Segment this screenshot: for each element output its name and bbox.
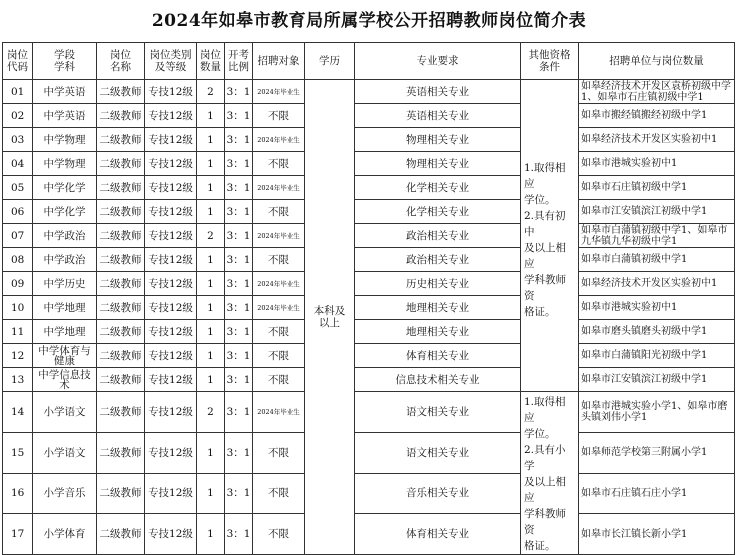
cell-level: 专技12级 bbox=[145, 392, 197, 433]
cell-code: 01 bbox=[3, 80, 33, 104]
cell-level: 专技12级 bbox=[145, 296, 197, 320]
cell-level: 专技12级 bbox=[145, 104, 197, 128]
cell-subject: 中学地理 bbox=[33, 296, 97, 320]
cell-count: 1 bbox=[197, 432, 225, 473]
header-count: 岗位 数量 bbox=[197, 43, 225, 80]
cell-name: 二级教师 bbox=[97, 514, 145, 555]
cell-subject: 中学地理 bbox=[33, 320, 97, 344]
header-level: 岗位类别 及等级 bbox=[145, 43, 197, 80]
cell-target: 2024年毕业生 bbox=[253, 128, 305, 152]
cell-level: 专技12级 bbox=[145, 320, 197, 344]
cell-count: 1 bbox=[197, 368, 225, 392]
cell-conditions-primary: 1.取得相应 学位。 2.具有小学 及以上相应 学科教师资 格证。 bbox=[521, 392, 579, 555]
cell-units: 如皋市港城实验初中1 bbox=[579, 152, 735, 176]
table-row bbox=[3, 344, 735, 368]
header-ratio: 开考 比例 bbox=[225, 43, 253, 80]
cell-ratio: 3：1 bbox=[225, 200, 253, 224]
cell-subject: 中学化学 bbox=[33, 176, 97, 200]
header-other: 其他资格 条件 bbox=[521, 43, 579, 80]
cell-ratio: 3：1 bbox=[225, 224, 253, 248]
table-row bbox=[3, 176, 735, 200]
cell-level: 专技12级 bbox=[145, 272, 197, 296]
cell-code: 11 bbox=[3, 320, 33, 344]
table-row bbox=[3, 152, 735, 176]
header-edu: 学历 bbox=[305, 43, 355, 80]
cell-name: 二级教师 bbox=[97, 152, 145, 176]
cell-major: 英语相关专业 bbox=[355, 104, 521, 128]
cell-education: 本科及 以上 bbox=[305, 80, 355, 555]
cell-units: 如皋市石庄镇初级中学1 bbox=[579, 176, 735, 200]
cell-subject: 中学政治 bbox=[33, 224, 97, 248]
cell-target: 不限 bbox=[253, 473, 305, 514]
cell-name: 二级教师 bbox=[97, 432, 145, 473]
cell-name: 二级教师 bbox=[97, 272, 145, 296]
cell-ratio: 3：1 bbox=[225, 344, 253, 368]
cell-units: 如皋市搬经镇搬经初级中学1 bbox=[579, 104, 735, 128]
cell-name: 二级教师 bbox=[97, 368, 145, 392]
cell-name: 二级教师 bbox=[97, 200, 145, 224]
cell-code: 06 bbox=[3, 200, 33, 224]
cell-name: 二级教师 bbox=[97, 104, 145, 128]
cell-units: 如皋市白蒲镇初级中学1、如皋市九华镇九华初级中学1 bbox=[579, 224, 735, 248]
cell-code: 14 bbox=[3, 392, 33, 433]
cell-target: 不限 bbox=[253, 432, 305, 473]
cell-count: 1 bbox=[197, 473, 225, 514]
cell-major: 音乐相关专业 bbox=[355, 473, 521, 514]
table-row bbox=[3, 432, 735, 473]
cell-major: 语文相关专业 bbox=[355, 432, 521, 473]
cell-level: 专技12级 bbox=[145, 344, 197, 368]
header-name: 岗位 名称 bbox=[97, 43, 145, 80]
header-row bbox=[3, 43, 735, 80]
cell-major: 化学相关专业 bbox=[355, 200, 521, 224]
cell-ratio: 3：1 bbox=[225, 296, 253, 320]
cell-level: 专技12级 bbox=[145, 514, 197, 555]
cell-major: 物理相关专业 bbox=[355, 128, 521, 152]
header-units: 招聘单位与岗位数量 bbox=[579, 43, 735, 80]
cell-major: 历史相关专业 bbox=[355, 272, 521, 296]
cell-subject: 中学政治 bbox=[33, 248, 97, 272]
cell-code: 07 bbox=[3, 224, 33, 248]
cell-subject: 中学物理 bbox=[33, 152, 97, 176]
cell-major: 化学相关专业 bbox=[355, 176, 521, 200]
cell-count: 2 bbox=[197, 392, 225, 433]
cell-target: 2024年毕业生 bbox=[253, 392, 305, 433]
cell-count: 1 bbox=[197, 104, 225, 128]
cell-level: 专技12级 bbox=[145, 200, 197, 224]
cell-target: 不限 bbox=[253, 200, 305, 224]
cell-target: 不限 bbox=[253, 368, 305, 392]
cell-subject: 中学历史 bbox=[33, 272, 97, 296]
table-row bbox=[3, 80, 735, 104]
cell-subject: 中学信息技术 bbox=[33, 368, 97, 392]
header-major: 专业要求 bbox=[355, 43, 521, 80]
cell-count: 1 bbox=[197, 272, 225, 296]
cell-target: 不限 bbox=[253, 320, 305, 344]
table-row bbox=[3, 392, 735, 433]
cell-level: 专技12级 bbox=[145, 80, 197, 104]
header-target: 招聘对象 bbox=[253, 43, 305, 80]
cell-units: 如皋经济技术开发区袁桥初级中学1、如皋市石庄镇初级中学1 bbox=[579, 80, 735, 104]
cell-level: 专技12级 bbox=[145, 176, 197, 200]
cell-level: 专技12级 bbox=[145, 368, 197, 392]
cell-major: 体育相关专业 bbox=[355, 514, 521, 555]
cell-ratio: 3：1 bbox=[225, 248, 253, 272]
table-row bbox=[3, 296, 735, 320]
cell-subject: 小学音乐 bbox=[33, 473, 97, 514]
cell-name: 二级教师 bbox=[97, 344, 145, 368]
cell-units: 如皋经济技术开发区实验初中1 bbox=[579, 272, 735, 296]
cell-ratio: 3：1 bbox=[225, 176, 253, 200]
cell-level: 专技12级 bbox=[145, 128, 197, 152]
cell-target: 2024年毕业生 bbox=[253, 224, 305, 248]
cell-count: 1 bbox=[197, 514, 225, 555]
cell-name: 二级教师 bbox=[97, 392, 145, 433]
cell-ratio: 3：1 bbox=[225, 368, 253, 392]
cell-major: 物理相关专业 bbox=[355, 152, 521, 176]
cell-units: 如皋经济技术开发区实验初中1 bbox=[579, 128, 735, 152]
header-subject: 学段 学科 bbox=[33, 43, 97, 80]
cell-code: 08 bbox=[3, 248, 33, 272]
cell-count: 1 bbox=[197, 128, 225, 152]
table-row bbox=[3, 128, 735, 152]
cell-subject: 中学英语 bbox=[33, 80, 97, 104]
cell-code: 02 bbox=[3, 104, 33, 128]
table-row bbox=[3, 248, 735, 272]
cell-name: 二级教师 bbox=[97, 176, 145, 200]
cell-target: 2024年毕业生 bbox=[253, 296, 305, 320]
table-row bbox=[3, 514, 735, 555]
cell-target: 2024年毕业生 bbox=[253, 272, 305, 296]
cell-target: 2024年毕业生 bbox=[253, 80, 305, 104]
cell-target: 不限 bbox=[253, 104, 305, 128]
cell-subject: 小学语文 bbox=[33, 392, 97, 433]
cell-name: 二级教师 bbox=[97, 473, 145, 514]
cell-units: 如皋市江安镇滨江初级中学1 bbox=[579, 368, 735, 392]
cell-ratio: 3：1 bbox=[225, 320, 253, 344]
table-row bbox=[3, 368, 735, 392]
cell-level: 专技12级 bbox=[145, 152, 197, 176]
cell-code: 15 bbox=[3, 432, 33, 473]
cell-major: 政治相关专业 bbox=[355, 248, 521, 272]
cell-count: 1 bbox=[197, 344, 225, 368]
cell-units: 如皋师范学校第三附属小学1 bbox=[579, 432, 735, 473]
header-code: 岗位 代码 bbox=[3, 43, 33, 80]
cell-ratio: 3：1 bbox=[225, 392, 253, 433]
cell-code: 09 bbox=[3, 272, 33, 296]
cell-ratio: 3：1 bbox=[225, 128, 253, 152]
cell-target: 2024年毕业生 bbox=[253, 176, 305, 200]
cell-name: 二级教师 bbox=[97, 80, 145, 104]
cell-level: 专技12级 bbox=[145, 432, 197, 473]
cell-name: 二级教师 bbox=[97, 320, 145, 344]
cell-level: 专技12级 bbox=[145, 224, 197, 248]
cell-major: 体育相关专业 bbox=[355, 344, 521, 368]
cell-units: 如皋市港城实验初中1 bbox=[579, 296, 735, 320]
cell-ratio: 3：1 bbox=[225, 104, 253, 128]
cell-conditions-middle: 1.取得相应 学位。 2.具有初中 及以上相应 学科教师资 格证。 bbox=[521, 80, 579, 392]
cell-count: 1 bbox=[197, 200, 225, 224]
cell-subject: 中学体育与健康 bbox=[33, 344, 97, 368]
cell-count: 2 bbox=[197, 224, 225, 248]
cell-ratio: 3：1 bbox=[225, 272, 253, 296]
page-title: 2024年如皋市教育局所属学校公开招聘教师岗位简介表 bbox=[151, 11, 587, 31]
cell-level: 专技12级 bbox=[145, 248, 197, 272]
cell-subject: 中学物理 bbox=[33, 128, 97, 152]
cell-name: 二级教师 bbox=[97, 128, 145, 152]
cell-ratio: 3：1 bbox=[225, 152, 253, 176]
cell-major: 英语相关专业 bbox=[355, 80, 521, 104]
cell-target: 不限 bbox=[253, 152, 305, 176]
cell-units: 如皋市白蒲镇初级中学1 bbox=[579, 248, 735, 272]
cell-subject: 小学语文 bbox=[33, 432, 97, 473]
cell-count: 1 bbox=[197, 296, 225, 320]
table-row bbox=[3, 224, 735, 248]
cell-count: 1 bbox=[197, 248, 225, 272]
cell-count: 1 bbox=[197, 152, 225, 176]
cell-ratio: 3：1 bbox=[225, 432, 253, 473]
cell-code: 13 bbox=[3, 368, 33, 392]
cell-units: 如皋市白蒲镇阳光初级中学1 bbox=[579, 344, 735, 368]
cell-units: 如皋市江安镇滨江初级中学1 bbox=[579, 200, 735, 224]
cell-name: 二级教师 bbox=[97, 248, 145, 272]
cell-ratio: 3：1 bbox=[225, 80, 253, 104]
cell-target: 不限 bbox=[253, 344, 305, 368]
cell-major: 语文相关专业 bbox=[355, 392, 521, 433]
cell-target: 不限 bbox=[253, 514, 305, 555]
cell-major: 信息技术相关专业 bbox=[355, 368, 521, 392]
cell-major: 地理相关专业 bbox=[355, 296, 521, 320]
cell-count: 1 bbox=[197, 320, 225, 344]
table-row bbox=[3, 272, 735, 296]
table-row bbox=[3, 104, 735, 128]
cell-units: 如皋市石庄镇石庄小学1 bbox=[579, 473, 735, 514]
cell-count: 2 bbox=[197, 80, 225, 104]
cell-code: 12 bbox=[3, 344, 33, 368]
cell-name: 二级教师 bbox=[97, 296, 145, 320]
cell-subject: 中学英语 bbox=[33, 104, 97, 128]
cell-subject: 小学体育 bbox=[33, 514, 97, 555]
cell-level: 专技12级 bbox=[145, 473, 197, 514]
cell-code: 04 bbox=[3, 152, 33, 176]
cell-code: 03 bbox=[3, 128, 33, 152]
cell-units: 如皋市长江镇长新小学1 bbox=[579, 514, 735, 555]
cell-code: 17 bbox=[3, 514, 33, 555]
cell-code: 05 bbox=[3, 176, 33, 200]
table-row bbox=[3, 200, 735, 224]
cell-units: 如皋市磨头镇磨头初级中学1 bbox=[579, 320, 735, 344]
table-row bbox=[3, 473, 735, 514]
cell-major: 政治相关专业 bbox=[355, 224, 521, 248]
cell-ratio: 3：1 bbox=[225, 514, 253, 555]
cell-name: 二级教师 bbox=[97, 224, 145, 248]
cell-major: 地理相关专业 bbox=[355, 320, 521, 344]
cell-ratio: 3：1 bbox=[225, 473, 253, 514]
cell-subject: 中学化学 bbox=[33, 200, 97, 224]
cell-target: 不限 bbox=[253, 248, 305, 272]
table-row bbox=[3, 320, 735, 344]
cell-code: 16 bbox=[3, 473, 33, 514]
cell-code: 10 bbox=[3, 296, 33, 320]
cell-count: 1 bbox=[197, 176, 225, 200]
recruitment-table bbox=[2, 42, 735, 555]
cell-units: 如皋市港城实验小学1、如皋市磨头镇刘伟小学1 bbox=[579, 392, 735, 433]
